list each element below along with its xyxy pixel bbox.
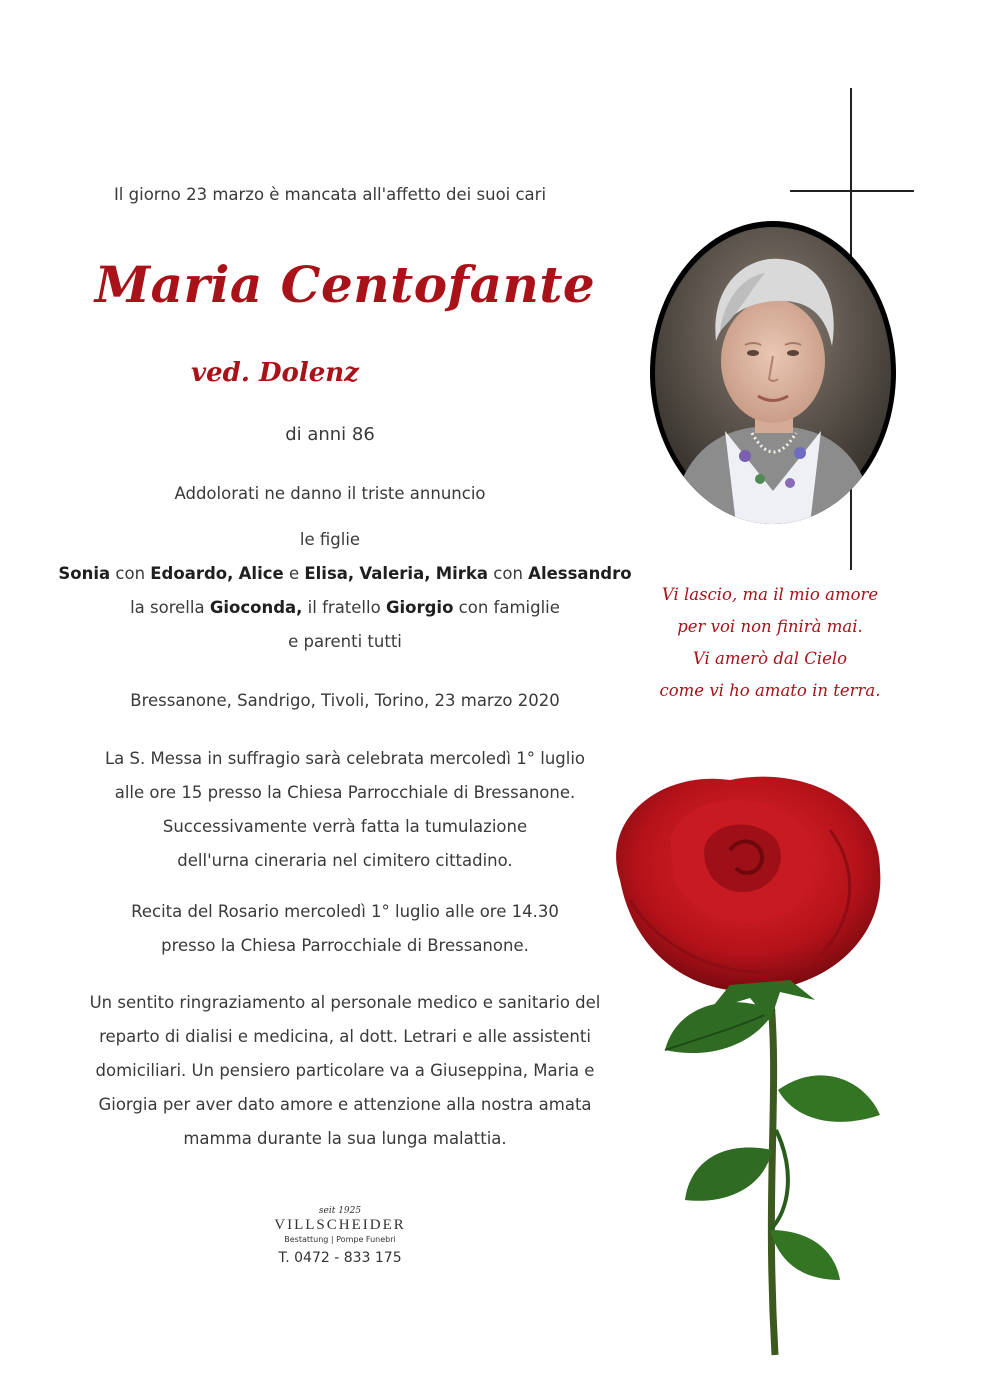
logo-name: VILLSCHEIDER [274, 1217, 406, 1233]
thanks-line: Giorgia per aver dato amore e attenzione alla nostra amata [98, 1095, 592, 1114]
rosary-line: presso la Chiesa Parrocchiale di Bressanone. [161, 936, 529, 955]
rose-illustration [580, 760, 900, 1360]
portrait-photo [650, 221, 896, 524]
family-line-2: la sorella Gioconda, il fratello Giorgio con famiglie [130, 598, 560, 617]
mass-line: Successivamente verrà fatta la tumulazione [162, 817, 528, 836]
logo-phone: T. 0472 - 833 175 [278, 1250, 402, 1266]
quote-line: Vi lascio, ma il mio amore [661, 585, 879, 604]
daughters-label: le figlie [299, 530, 361, 549]
quote-line: Vi amerò dal Cielo [692, 649, 848, 668]
portrait-illustration [650, 221, 896, 524]
undertaker-logo [200, 1206, 480, 1266]
logo-subtitle: Bestattung | Pompe Funebri [284, 1235, 396, 1244]
rosary-line: Recita del Rosario mercoledì 1° luglio alle ore 14.30 [131, 902, 559, 921]
thanks-line: reparto di dialisi e medicina, al dott. Letrari e alle assistenti [99, 1027, 591, 1046]
memorial-quote [620, 579, 920, 707]
family-name: Sonia [58, 564, 111, 583]
thanks-line: domiciliari. Un pensiero particolare va a Giuseppina, Maria e [95, 1061, 595, 1080]
family-line-3: e parenti tutti [288, 632, 402, 651]
cross-bar [790, 190, 914, 192]
quote-line: per voi non finirà mai. [677, 617, 863, 636]
thanks-line: Un sentito ringraziamento al personale medico e sanitario del [89, 993, 601, 1012]
mass-line: alle ore 15 presso la Chiesa Parrocchiale di Bressanone. [114, 783, 576, 802]
thanks-line: mamma durante la sua lunga malattia. [183, 1129, 507, 1148]
place-date: Bressanone, Sandrigo, Tivoli, Torino, 23 marzo 2020 [130, 691, 560, 710]
mass-line: La S. Messa in suffragio sarà celebrata mercoledì 1° luglio [104, 749, 586, 768]
quote-line: come vi ho amato in terra. [659, 681, 881, 700]
age-text: di anni 86 [285, 424, 375, 445]
mass-line: dell'urna cineraria nel cimitero cittadino. [177, 851, 513, 870]
logo-since: seit 1925 [318, 1206, 362, 1216]
intro-text: Il giorno 23 marzo è mancata all'affetto dei suoi cari [113, 185, 547, 204]
family-line-1: Sonia con Edoardo, Alice e Elisa, Valeria, Mirka con Alessandro [58, 564, 632, 583]
deceased-name: Maria Centofante [94, 255, 596, 314]
widow-of: ved. Dolenz [191, 358, 359, 388]
announce-text: Addolorati ne danno il triste annuncio [174, 484, 486, 503]
